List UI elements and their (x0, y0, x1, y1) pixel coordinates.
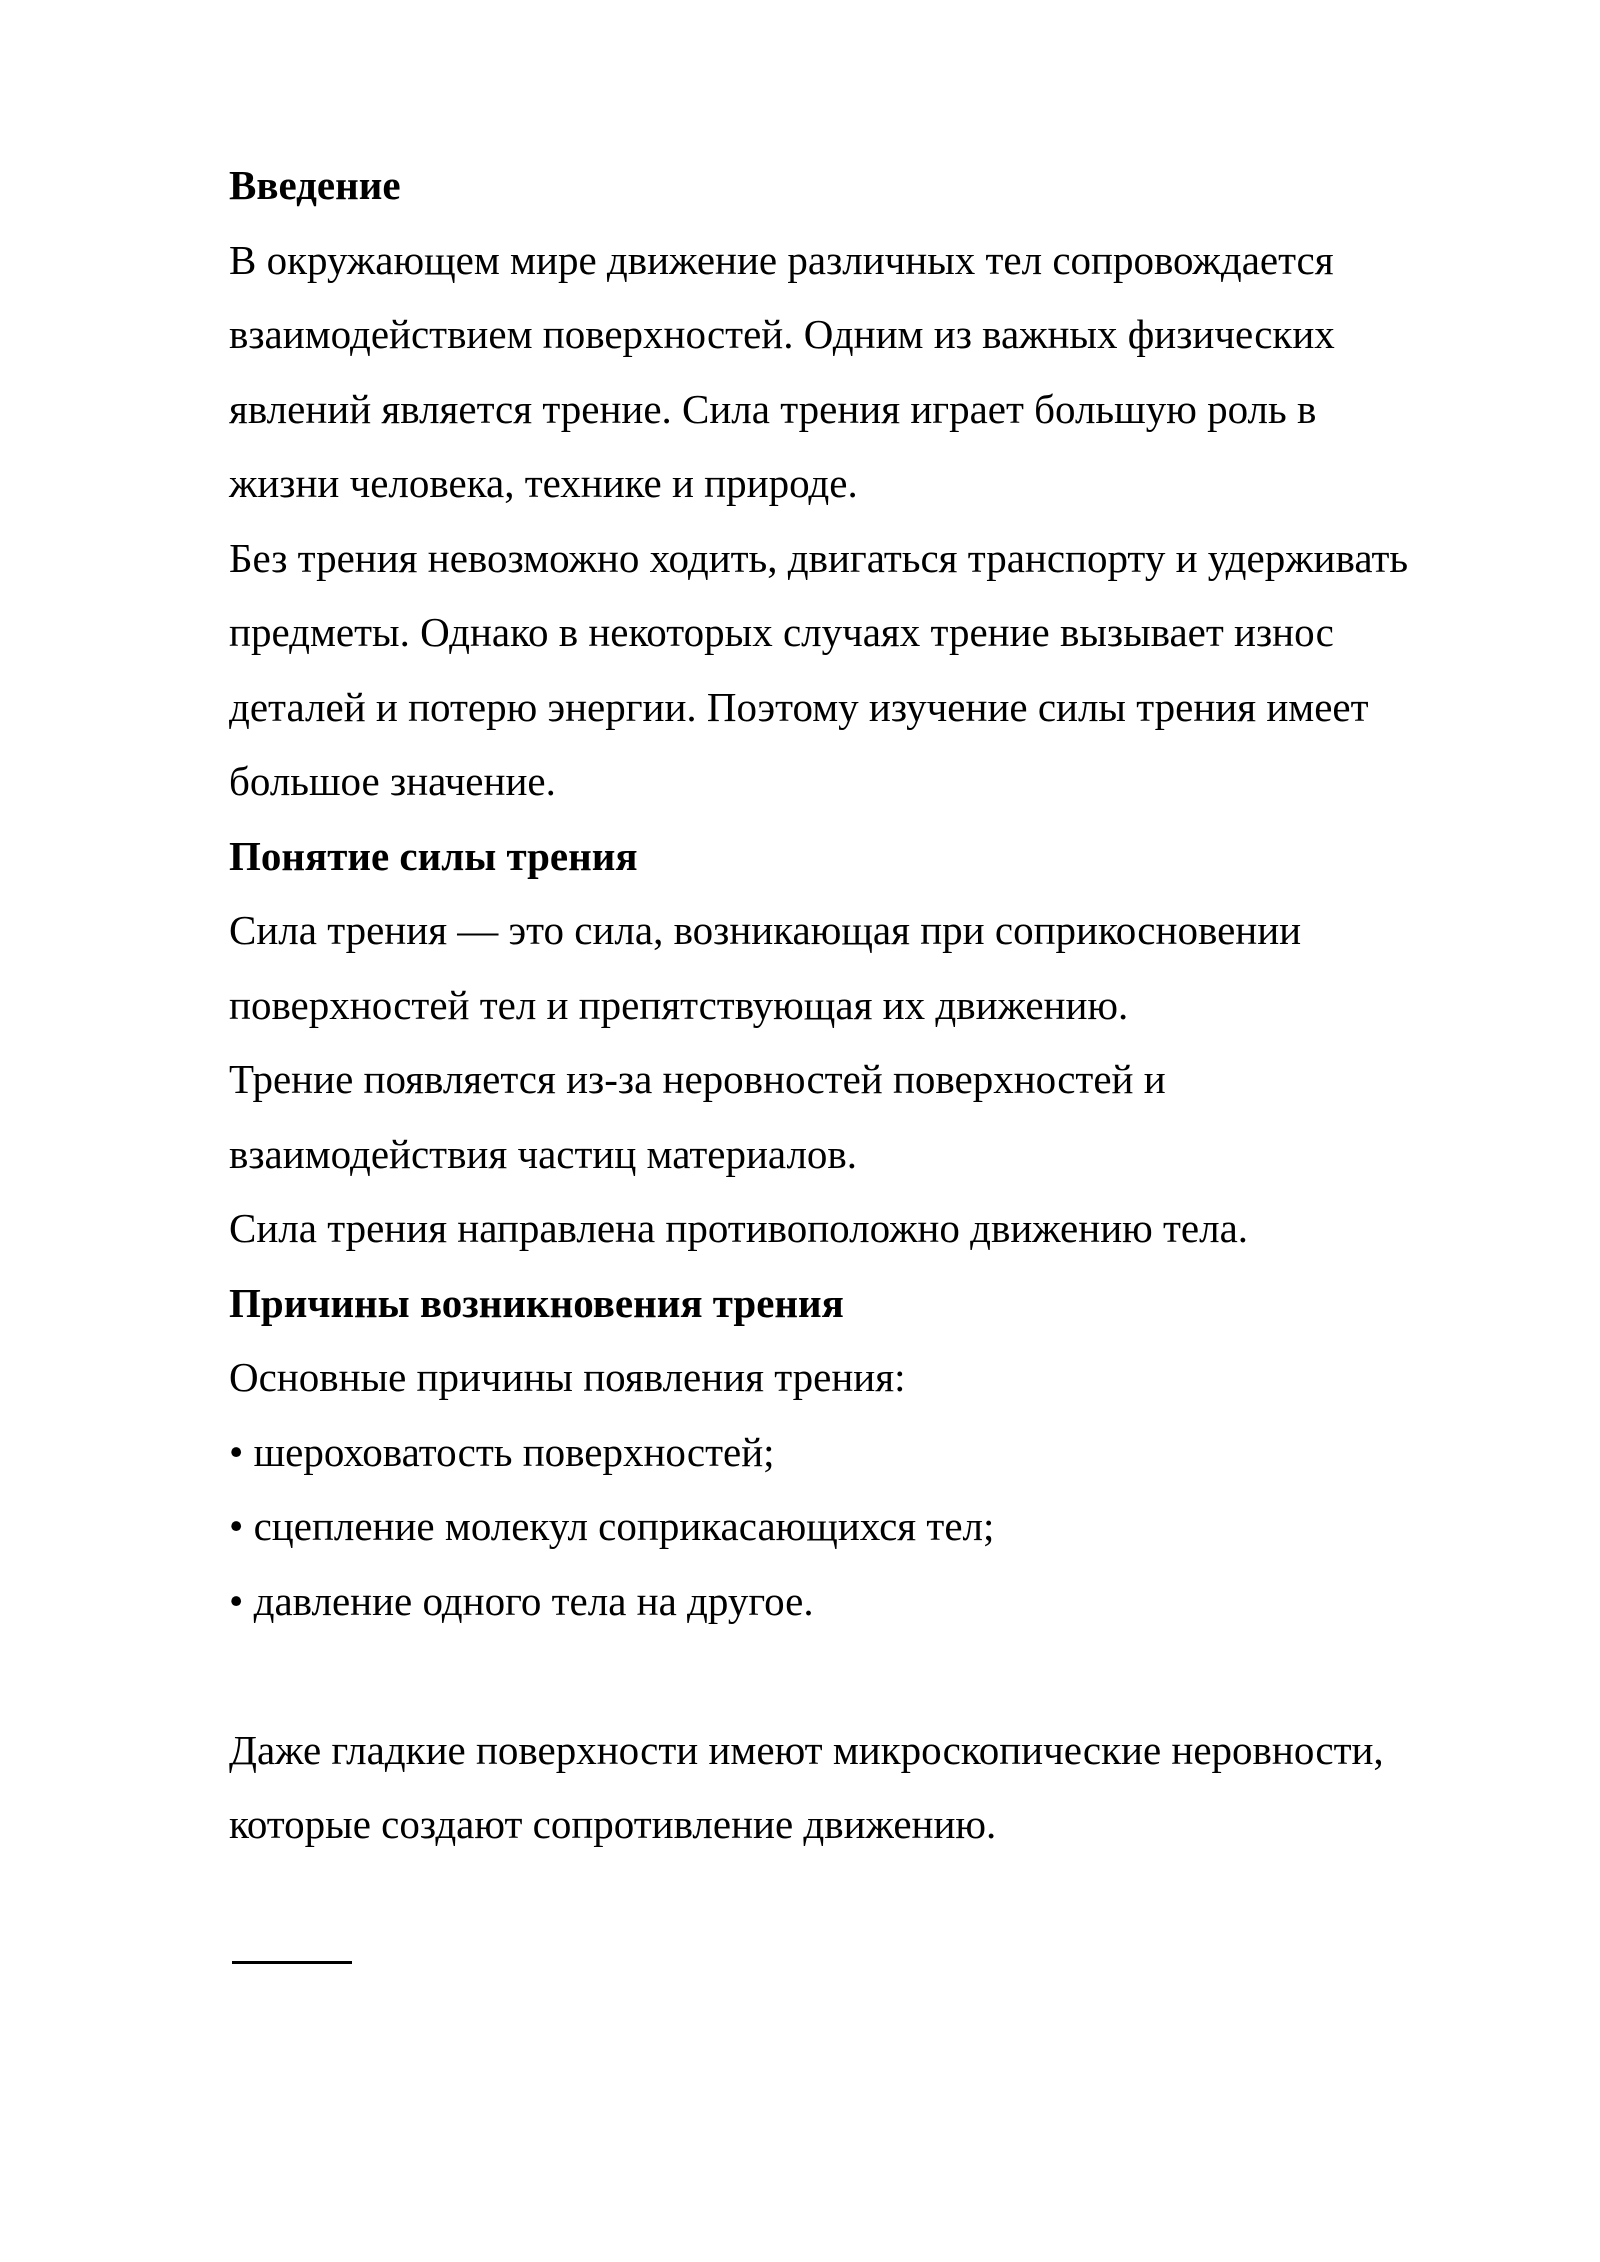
blank-line (229, 1638, 1549, 1713)
paragraph-line: большое значение. (229, 758, 556, 804)
paragraph-line: Сила трения — это сила, возникающая при соприкосновении (229, 907, 1302, 953)
paragraph-line: взаимодействием поверхностей. Одним из важных физических (229, 311, 1335, 357)
paragraph-line: Без трения невозможно ходить, двигаться транспорту и удерживать (229, 534, 1409, 581)
paragraph-line: которые создают сопротивление движению. (229, 1801, 997, 1847)
list-item: • сцепление молекул соприкасающихся тел; (229, 1503, 995, 1549)
section-heading-friction-causes: Причины возникновения трения (229, 1279, 844, 1326)
paragraph-line: взаимодействия частиц материалов. (229, 1130, 858, 1177)
paragraph-line: Сила трения направлена противоположно движению тела. (229, 1205, 1249, 1251)
paragraph-line: Трение появляется из-за неровностей поверхностей и (229, 1056, 1166, 1102)
paragraph-line: деталей и потерю энергии. Поэтому изучение силы трения имеет (229, 683, 1369, 730)
paragraph-line: явлений является трение. Сила трения играет большую роль в (229, 385, 1317, 432)
paragraph-line: поверхностей тел и препятствующая их движению. (229, 981, 1129, 1028)
paragraph-line: жизни человека, технике и природе. (229, 460, 858, 506)
list-item: • давление одного тела на другое. (229, 1577, 814, 1624)
paragraph-line: Даже гладкие поверхности имеют микроскопические неровности, (229, 1726, 1384, 1773)
paragraph-line: предметы. Однако в некоторых случаях трение вызывает износ (229, 609, 1334, 655)
document-body (229, 148, 1549, 1862)
section-heading-friction-concept: Понятие силы трения (229, 832, 638, 879)
paragraph-line: В окружающем мире движение различных тел сопровождается (229, 236, 1334, 283)
section-heading-introduction: Введение (229, 162, 401, 208)
paragraph-line: Основные причины появления трения: (229, 1354, 906, 1400)
footnote-separator (232, 1961, 352, 1964)
list-item: • шероховатость поверхностей; (229, 1428, 775, 1475)
